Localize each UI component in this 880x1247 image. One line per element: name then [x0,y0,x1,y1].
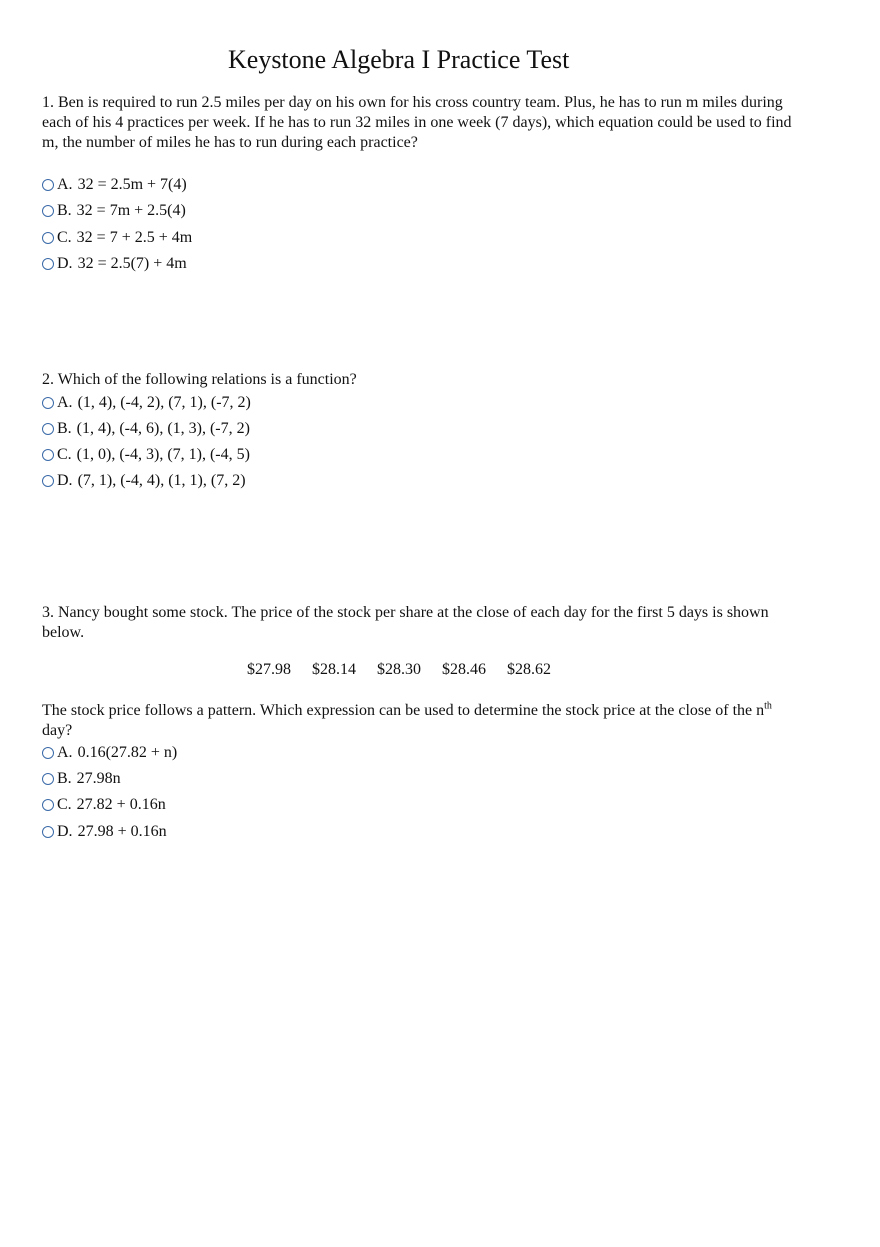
question-2-option-c[interactable] [42,444,250,466]
option-text: 32 = 2.5(7) + 4m [77,255,187,272]
radio-button-icon[interactable] [42,826,54,838]
radio-button-icon[interactable] [42,449,54,461]
question-3-option-c[interactable] [42,794,166,816]
radio-button-icon[interactable] [42,205,54,217]
question-3-prompt: 3. Nancy bought some stock. The price of the stock per share at the close of each day for the first 5 days is shown below. [42,604,769,641]
radio-button-icon[interactable] [42,397,54,409]
option-letter: B. [57,202,72,219]
option-letter: B. [57,420,72,437]
question-1-option-a[interactable] [42,174,187,196]
option-letter: A. [57,394,73,411]
option-letter: C. [57,229,72,246]
question-3-option-b[interactable] [42,768,121,790]
option-text: 32 = 7m + 2.5(4) [76,202,186,219]
option-letter: B. [57,770,72,787]
option-text: 27.98n [76,770,121,787]
stock-price: $28.30 [377,661,421,678]
question-1-option-d[interactable] [42,253,187,275]
question-1-prompt: 1. Ben is required to run 2.5 miles per day on his own for his cross country team. Plus, he has to run m miles during each of his 4 practices per week. If he has to run 32 miles in one week (7 days), which equation could be used to find m, the number of miles he has to run during each practice? [42,94,792,151]
followup-text: The stock price follows a pattern. Which expression can be used to determine the stock price at the close of the n [42,702,765,719]
radio-button-icon[interactable] [42,475,54,487]
stock-price: $28.46 [442,661,486,678]
option-letter: D. [57,472,73,489]
option-text: (1, 4), (-4, 6), (1, 3), (-7, 2) [76,420,250,437]
question-2-option-a[interactable] [42,392,251,414]
stock-price: $27.98 [247,661,291,678]
question-2-option-d[interactable] [42,470,246,492]
question-3-option-a[interactable] [42,742,177,764]
option-letter: C. [57,796,72,813]
question-1-option-b[interactable] [42,200,186,222]
radio-button-icon[interactable] [42,179,54,191]
question-1-option-c[interactable] [42,227,192,249]
question-3-followup [42,701,802,741]
radio-button-icon[interactable] [42,773,54,785]
option-text: 0.16(27.82 + n) [77,744,178,761]
stock-price: $28.62 [507,661,551,678]
option-text: (1, 0), (-4, 3), (7, 1), (-4, 5) [76,446,250,463]
page-title: Keystone Algebra I Practice Test [228,45,570,74]
option-text: 27.98 + 0.16n [77,823,167,840]
radio-button-icon[interactable] [42,747,54,759]
option-text: 27.82 + 0.16n [76,796,166,813]
option-text: (1, 4), (-4, 2), (7, 1), (-7, 2) [77,394,251,411]
option-letter: A. [57,744,73,761]
option-letter: D. [57,823,73,840]
radio-button-icon[interactable] [42,258,54,270]
question-3-option-d[interactable] [42,821,167,843]
followup-text-end: day? [42,722,73,739]
ordinal-suffix: th [764,700,772,712]
radio-button-icon[interactable] [42,799,54,811]
question-2-option-b[interactable] [42,418,250,440]
question-2-prompt: 2. Which of the following relations is a function? [42,371,357,388]
option-text: (7, 1), (-4, 4), (1, 1), (7, 2) [77,472,246,489]
stock-price-list [247,660,572,680]
radio-button-icon[interactable] [42,232,54,244]
option-text: 32 = 2.5m + 7(4) [77,176,187,193]
radio-button-icon[interactable] [42,423,54,435]
option-letter: C. [57,446,72,463]
option-letter: A. [57,176,73,193]
stock-price: $28.14 [312,661,356,678]
option-letter: D. [57,255,73,272]
option-text: 32 = 7 + 2.5 + 4m [76,229,193,246]
